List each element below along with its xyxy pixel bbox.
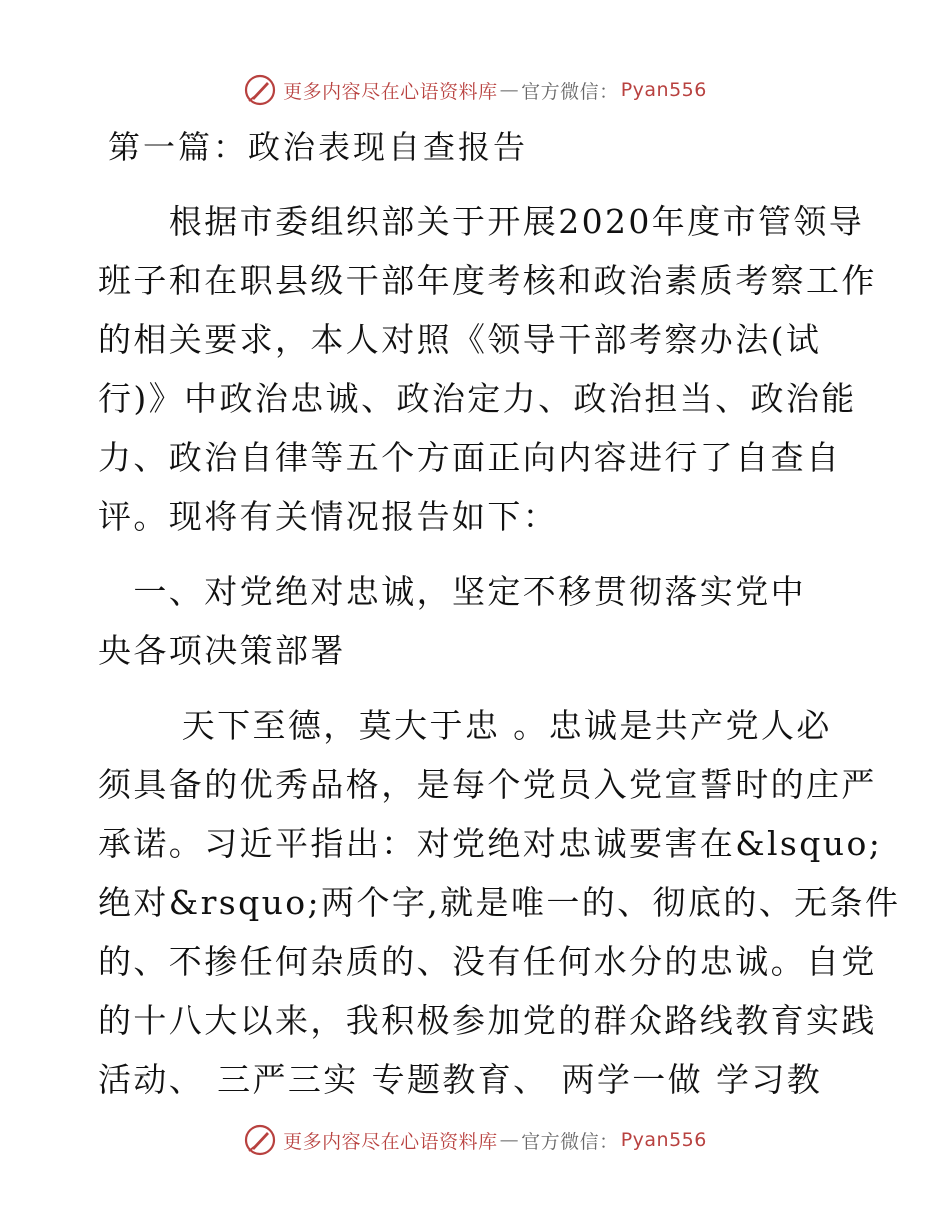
section-body-paragraph: [98, 696, 901, 1109]
section-heading: [98, 562, 858, 680]
text-line: 一、对党绝对忠诚，坚定不移贯彻落实党中: [98, 572, 806, 611]
text-line: 央各项决策部署: [98, 631, 346, 670]
text-line: 天下至德，莫大于忠 。忠诚是共产党人必: [98, 706, 832, 745]
banner-text: 更多内容尽在心语资料库: [283, 1130, 498, 1153]
quill-logo-icon: [243, 1123, 277, 1157]
text-line: 的、不掺任何杂质的、没有任何水分的忠诚。自党: [98, 942, 877, 981]
paragraph-gap: [98, 680, 858, 696]
banner-separator: —: [499, 79, 520, 101]
banner-official-label: 官方微信：: [521, 80, 619, 103]
text-line: 活动、 三严三实 专题教育、 两学一做 学习教: [98, 1060, 823, 1099]
intro-paragraph: [98, 192, 877, 546]
text-line: 承诺。习近平指出：对党绝对忠诚要害在&lsquo;: [98, 824, 883, 863]
banner-text: 更多内容尽在心语资料库: [283, 80, 498, 103]
text-line: 绝对&rsquo;两个字,就是唯一的、彻底的、无条件: [98, 883, 901, 922]
banner-official-label: 官方微信：: [521, 1130, 619, 1153]
text-line: 的相关要求，本人对照《领导干部考察办法(试: [98, 320, 822, 359]
text-line: 的十八大以来，我积极参加党的群众路线教育实践: [98, 1001, 877, 1040]
text-line: 根据市委组织部关于开展2020年度市管领导: [98, 202, 865, 241]
header-watermark-banner: [0, 70, 950, 110]
quill-logo-icon: [243, 73, 277, 107]
footer-watermark-banner: [0, 1120, 950, 1160]
text-line: 力、政治自律等五个方面正向内容进行了自查自: [98, 438, 842, 477]
banner-wechat-id: Pyan556: [620, 1129, 707, 1151]
text-line: 须具备的优秀品格，是每个党员入党宣誓时的庄严: [98, 765, 877, 804]
banner-separator: —: [499, 1129, 520, 1151]
banner-wechat-id: Pyan556: [620, 79, 707, 101]
text-line: 行)》中政治忠诚、政治定力、政治担当、政治能: [98, 379, 857, 418]
document-title: 第一篇：政治表现自查报告: [108, 128, 529, 166]
text-line: 评。现将有关情况报告如下：: [98, 497, 559, 536]
document-body: [98, 192, 901, 1109]
text-line: 班子和在职县级干部年度考核和政治素质考察工作: [98, 261, 877, 300]
paragraph-gap: [98, 546, 858, 562]
